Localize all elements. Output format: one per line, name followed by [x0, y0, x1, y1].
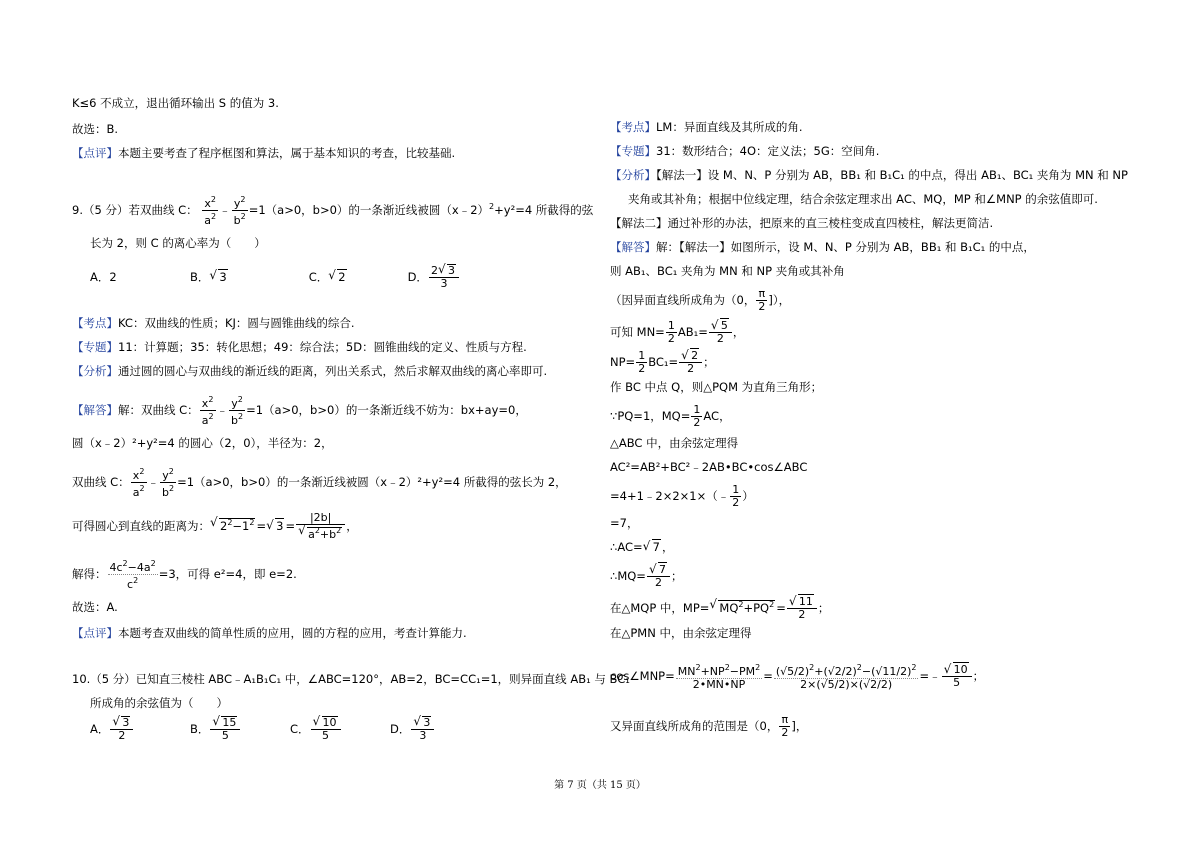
tag-label: 【解答】: [72, 403, 118, 417]
tag-label: 【考点】: [72, 316, 118, 330]
text-line: ∴MQ= √ $\frac{7}{2}$ ；: [610, 564, 682, 589]
question-10: 10.（5 分）已知直三棱柱 ABC﹣A₁B₁C₁ 中，∠ABC=120°，AB=2，BC=CC₁=1，则异面直线 AB₁ 与 BC₁: [72, 672, 630, 686]
text-line: 可知 MN= $\frac{1}{2}$ AB₁= √ $\frac{5}{2}$ ，: [610, 320, 744, 345]
option-d: D． $\frac{2√ 3}{3}$: [408, 264, 460, 290]
kaodian-line: 【考点】KC：双曲线的性质；KJ：圆与圆锥曲线的综合.: [72, 316, 355, 330]
option-b: B．√ 3: [190, 269, 229, 284]
text: +y²=4 所截得的弦: [494, 203, 594, 217]
review-line: 【点评】本题考查双曲线的简单性质的应用，圆的方程的应用，考查计算能力.: [72, 626, 467, 640]
text-line: cos∠MNP= $\frac{MN^2+NP^2-PM^2}{2•MN•NP}$ = $\frac{(√5/2)^2+(√2/2)^2-(√11/2)^2}{2\times(√5/2)\times(√2/2)}$ =﹣ √ $\frac{10}{5}$ ；: [610, 662, 984, 691]
text-line: AC²=AB²+BC²﹣2AB•BC•cos∠ABC: [610, 460, 808, 474]
text-line: 解得： $\frac{4c^2-4a^2}{c^2}$ =3，可得 e²=4，即 e=2.: [72, 559, 297, 591]
zhuanti-line: 【专题】11：计算题；35：转化思想；49：综合法；5D：圆锥曲线的定义、性质与方程.: [72, 340, 527, 354]
text-line: K≤6 不成立，退出循环输出 S 的值为 3.: [72, 96, 279, 110]
text-line: ∴AC=√ 7 ，: [610, 540, 673, 554]
text-line: =4+1﹣2×2×1×（﹣ $\frac{1}{2}$ ）: [610, 483, 754, 509]
text-line: 可得圆心到直线的距离为：√ $2^2-1^2$ =√ 3 = |2b| √ $a^2+b^2$ ，: [72, 512, 358, 541]
text-line: 在△PMN 中，由余弦定理得: [610, 626, 752, 640]
option-c: C．√ 2: [309, 269, 348, 284]
text: 本题主要考查了程序框图和算法，属于基本知识的考查，比较基础.: [118, 146, 456, 160]
text-line: 又异面直线所成角的范围是（0， $\frac{\pi}{2}$ ]，: [610, 713, 808, 739]
option-a: A．2: [90, 269, 117, 284]
review-line: [72, 146, 455, 160]
text-line: 在△MQP 中，MP=√ $MQ^2+PQ^2$ = √ $\frac{11}{2}$ ；: [610, 596, 829, 621]
text-line: 故选：B.: [72, 122, 119, 136]
jieda-line: 【解答】解：双曲线 C： $\frac{x^2}{a^2}$ ﹣ $\frac{y^2}{b^2}$ =1（a>0，b>0）的一条渐近线不妨为：bx+ay=0，: [72, 395, 527, 427]
page-footer: 第 7 页（共 15 页）: [554, 780, 646, 791]
text-line: 故选：A.: [72, 600, 118, 614]
zhuanti-line: 【专题】31：数形结合；4O：定义法；5G：空间角.: [610, 144, 880, 158]
options-row: [90, 716, 435, 742]
fenxi-line: 【分析】通过圆的圆心与双曲线的渐近线的距离，列出关系式，然后求解双曲线的离心率即可.: [72, 364, 548, 378]
kaodian-line: 【考点】LM：异面直线及其所成的角.: [610, 120, 803, 134]
text-line: 所成角的余弦值为（ ）: [90, 696, 228, 710]
text-line: △ABC 中，由余弦定理得: [610, 436, 739, 450]
tag-label: 【点评】: [72, 626, 118, 640]
tag-label: 【专题】: [610, 144, 656, 158]
text-line: =7，: [610, 516, 639, 530]
text-line: （因异面直线所成角为（0， $\frac{\pi}{2}$ ]），: [610, 287, 791, 313]
fenxi-line: 【分析】【解法一】设 M、N、P 分别为 AB，BB₁ 和 B₁C₁ 的中点，得出 AB₁、BC₁ 夹角为 MN 和 NP: [610, 168, 1128, 182]
tag-label: 【点评】: [72, 146, 118, 160]
text-line: 圆（x﹣2）²+y²=4 的圆心（2，0），半径为：2，: [72, 436, 333, 450]
tag-label: 【专题】: [72, 340, 118, 354]
text-line: 双曲线 C： $\frac{x^2}{a^2}$ ﹣ $\frac{y^2}{b^2}$ =1（a>0，b>0）的一条渐近线被圆（x﹣2）²+y²=4 所截得的弦长为 2，: [72, 467, 567, 499]
text: =1（a>0，b>0）的一条渐近线被圆（x﹣2）: [248, 203, 490, 217]
options-row: [90, 264, 460, 290]
option-c: C． √ $\frac{10}{5}$: [290, 716, 390, 742]
text-line: NP= $\frac{1}{2}$ BC₁= √ $\frac{2}{2}$ ；: [610, 350, 715, 375]
text-line: 长为 2，则 C 的离心率为（ ）: [90, 236, 266, 250]
question-9: 9.（5 分）若双曲线 C： $\frac{x^2}{a^2}$ ﹣ $\frac{y^2}{b^2}$ =1（a>0，b>0）的一条渐近线被圆（x﹣2）$^2$+y²=4 所截得的弦: [72, 195, 594, 227]
tag-label: 【考点】: [610, 120, 656, 134]
jieda-line: 【解答】解：【解法一】如图所示，设 M、N、P 分别为 AB，BB₁ 和 B₁C₁ 的中点，: [610, 240, 1035, 254]
option-d: D． √ $\frac{3}{3}$: [390, 716, 435, 742]
text-line: 夹角或其补角；根据中位线定理，结合余弦定理求出 AC、MQ，MP 和∠MNP 的余弦值即可.: [628, 192, 1098, 206]
text: 9.（5 分）若双曲线 C：: [72, 203, 198, 217]
option-b: B． √ $\frac{15}{5}$: [190, 716, 290, 742]
text-line: 则 AB₁、BC₁ 夹角为 MN 和 NP 夹角或其补角: [610, 264, 845, 278]
text-line: 【解法二】通过补形的办法，把原来的直三棱柱变成直四棱柱，解法更简洁.: [610, 216, 994, 230]
tag-label: 【解答】: [610, 240, 656, 254]
option-a: A． √ $\frac{3}{2}$: [90, 716, 190, 742]
text-line: 作 BC 中点 Q，则△PQM 为直角三角形；: [610, 380, 823, 394]
tag-label: 【分析】: [610, 168, 656, 182]
tag-label: 【分析】: [72, 364, 118, 378]
text-line: ∵PQ=1，MQ= $\frac{1}{2}$ AC，: [610, 403, 731, 429]
